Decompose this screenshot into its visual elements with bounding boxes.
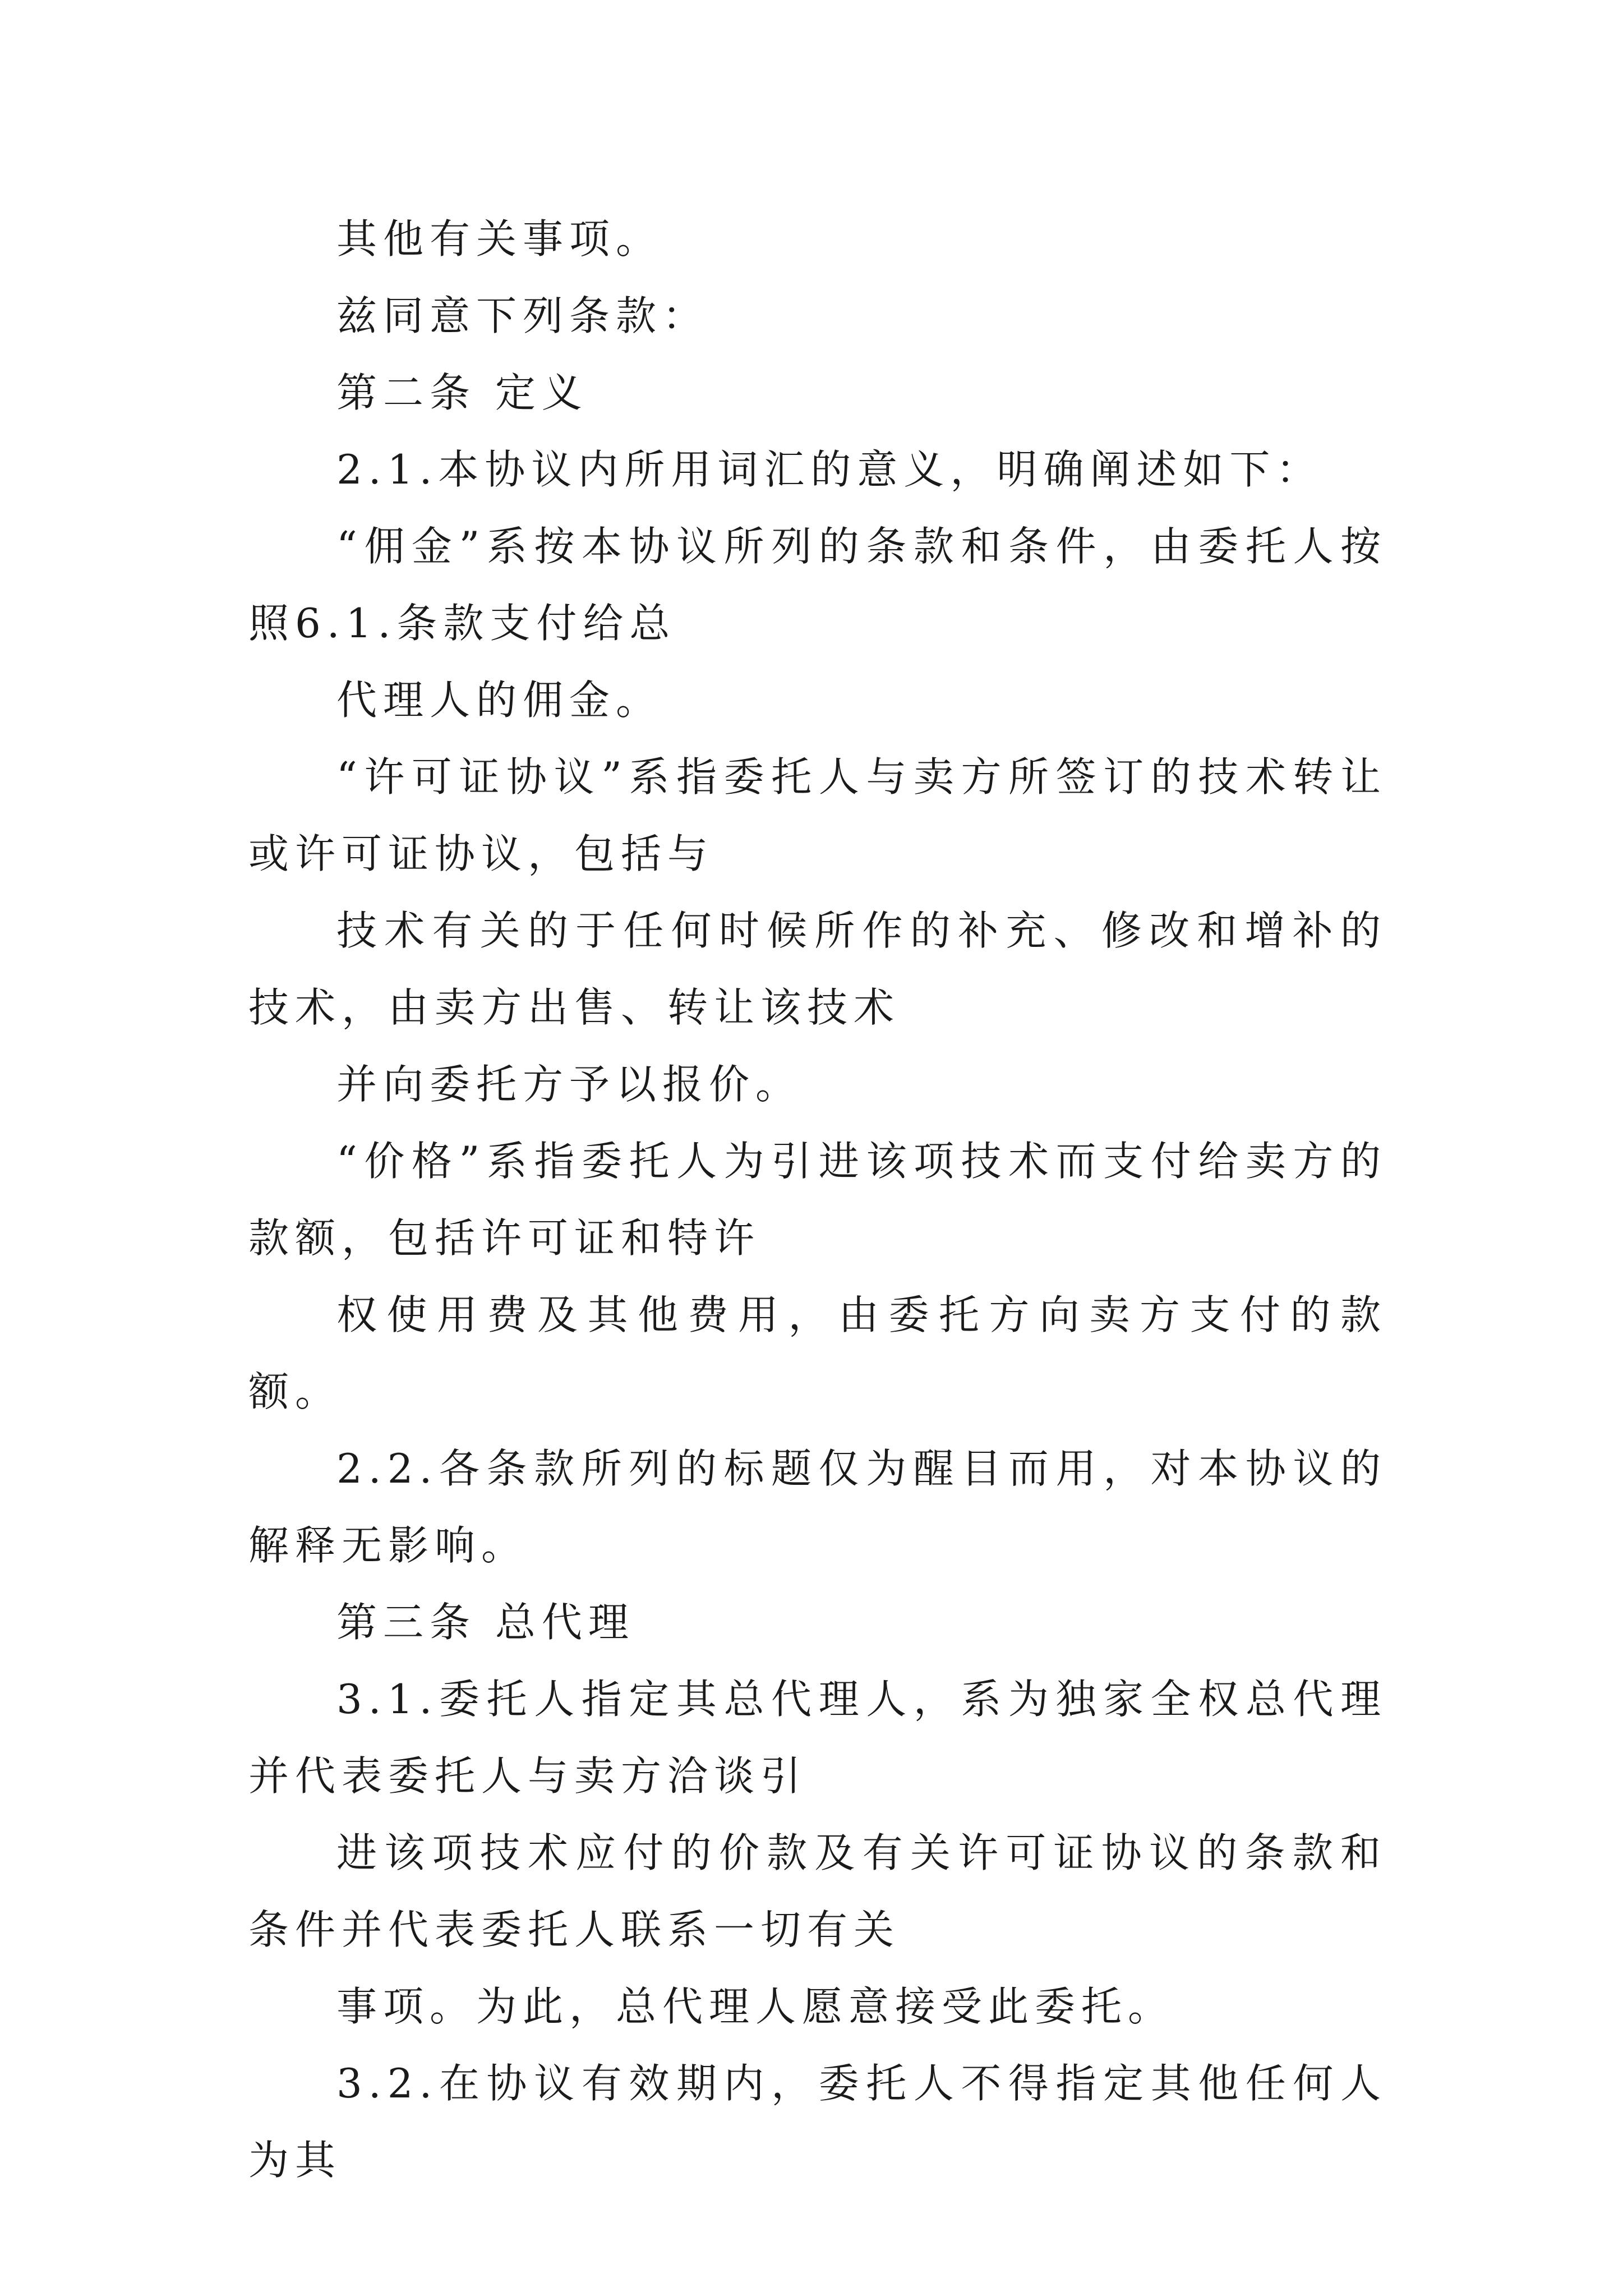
section-heading: 第二条 定义 xyxy=(336,369,588,416)
paragraph: 并向委托方予以报价。 xyxy=(336,1061,803,1108)
paragraph: 兹同意下列条款： xyxy=(336,292,709,339)
paragraph: 技术有关的于任何时候所作的补充、修改和增补的技术，由卖方出售、转让该技术 xyxy=(248,907,1387,1031)
section-heading: 第三条 总代理 xyxy=(336,1599,635,1646)
paragraph: “价格”系指委托人为引进该项技术而支付给卖方的款额，包括许可证和特许 xyxy=(248,1138,1387,1262)
paragraph: 其他有关事项。 xyxy=(336,215,663,263)
paragraph: 代理人的佣金。 xyxy=(336,677,663,724)
paragraph: 权使用费及其他费用，由委托方向卖方支付的款额。 xyxy=(248,1291,1387,1415)
clause: 3.1.委托人指定其总代理人，系为独家全权总代理并代表委托人与卖方洽谈引 xyxy=(248,1676,1387,1800)
paragraph: 进该项技术应付的价款及有关许可证协议的条款和条件并代表委托人联系一切有关 xyxy=(248,1829,1387,1953)
clause: 2.2.各条款所列的标题仅为醒目而用，对本协议的解释无影响。 xyxy=(248,1445,1387,1569)
paragraph: 事项。为此，总代理人愿意接受此委托。 xyxy=(336,1983,1175,2030)
paragraph: “佣金”系按本协议所列的条款和条件，由委托人按照6.1.条款支付给总 xyxy=(248,523,1387,647)
clause: 2.1.本协议内所用词汇的意义，明确阐述如下： xyxy=(336,446,1323,493)
document-body xyxy=(248,201,1387,2199)
clause: 3.2.在协议有效期内，委托人不得指定其他任何人为其 xyxy=(248,2060,1387,2184)
paragraph: “许可证协议”系指委托人与卖方所签订的技术转让或许可证协议，包括与 xyxy=(248,753,1387,877)
